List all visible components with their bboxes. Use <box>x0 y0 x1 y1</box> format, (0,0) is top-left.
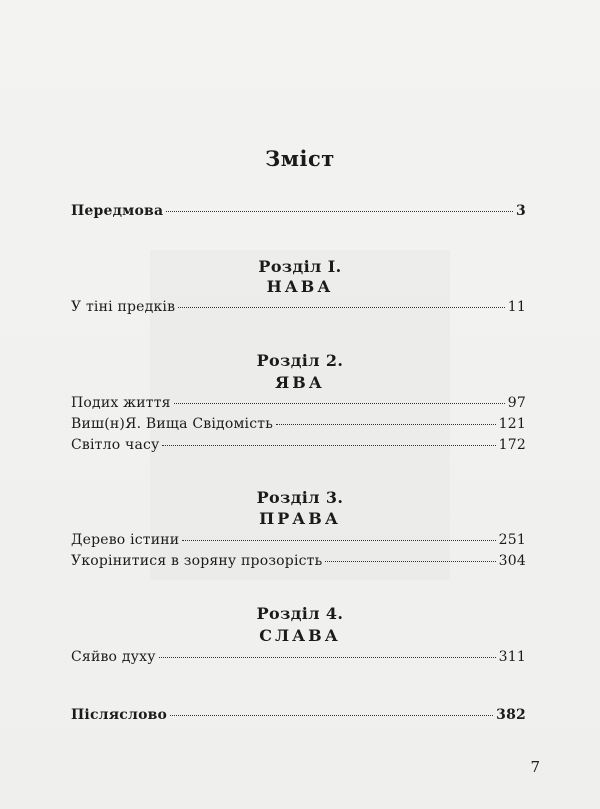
toc-entry-label: Післяслово <box>71 707 168 723</box>
dot-leader <box>166 211 513 212</box>
toc-entry-page: 97 <box>507 395 526 411</box>
toc-entry-afterword <box>71 706 526 724</box>
section-4-name: СЛАВА <box>259 626 341 645</box>
dot-leader <box>170 715 493 716</box>
toc-entry-label: Передмова <box>71 203 164 219</box>
section-1-heading: Розділ І. <box>258 257 342 276</box>
toc-entry-page: 121 <box>498 416 526 432</box>
section-2-name: ЯВА <box>275 373 325 392</box>
dot-leader <box>276 424 496 425</box>
dot-leader <box>182 540 495 541</box>
toc-entry-label: Подих життя <box>71 395 171 411</box>
toc-entry <box>71 415 526 433</box>
toc-entry-label: Укорінитися в зоряну прозорість <box>71 553 323 569</box>
section-2-heading: Розділ 2. <box>256 351 344 370</box>
section-3-heading: Розділ 3. <box>256 488 344 507</box>
toc-entry-label: Сяйво духу <box>71 649 156 665</box>
toc-entry-page: 311 <box>498 649 526 665</box>
toc-entry-page: 3 <box>516 203 526 219</box>
section-4-heading: Розділ 4. <box>256 604 344 623</box>
toc-entry <box>71 648 526 666</box>
toc-entry-label: Виш(н)Я. Вища Свідомість <box>71 416 274 432</box>
toc-entry-page: 304 <box>498 553 526 569</box>
dot-leader <box>325 561 495 562</box>
section-1-name: НАВА <box>266 277 334 296</box>
toc-entry-page: 382 <box>496 707 526 723</box>
page-number: 7 <box>530 758 540 776</box>
toc-entry-preface <box>71 202 526 220</box>
toc-entry-label: Світло часу <box>71 437 160 453</box>
dot-leader <box>174 403 505 404</box>
toc-entry-label: Дерево істини <box>71 532 180 548</box>
toc-entry-label: У тіні предків <box>71 299 176 315</box>
dot-leader <box>162 445 495 446</box>
dot-leader <box>178 307 505 308</box>
toc-entry <box>71 552 526 570</box>
dot-leader <box>159 657 496 658</box>
toc-entry-page: 251 <box>498 532 526 548</box>
toc-entry-page: 11 <box>507 299 526 315</box>
section-3-name: ПРАВА <box>259 509 341 528</box>
toc-entry-page: 172 <box>498 437 526 453</box>
page-title: Зміст <box>265 146 335 171</box>
toc-entry <box>71 531 526 549</box>
toc-entry <box>71 394 526 412</box>
toc-entry <box>71 436 526 454</box>
toc-entry <box>71 298 526 316</box>
